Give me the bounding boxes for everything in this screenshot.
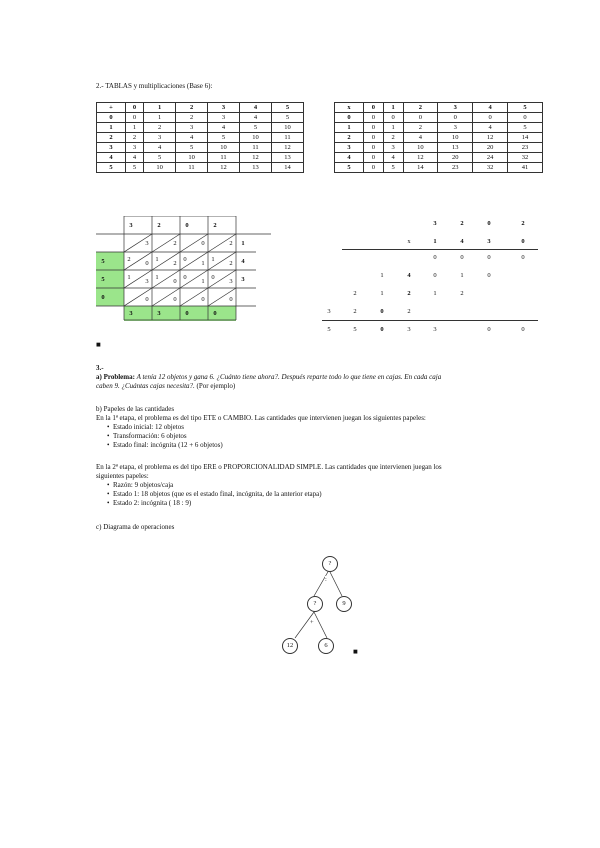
table-cell: 5: [144, 153, 176, 163]
lattice-multiplication: [96, 216, 271, 321]
table-cell: 3: [176, 123, 208, 133]
table-cell: 3: [144, 133, 176, 143]
table-cell: 10: [208, 143, 240, 153]
result-digit: 0: [521, 326, 525, 333]
header-cell: x: [335, 103, 364, 113]
lattice-right-digit: 1: [241, 240, 245, 247]
table-cell: 1: [144, 113, 176, 123]
table-cell: 2: [126, 133, 144, 143]
table-cell: 23: [438, 163, 473, 173]
lattice-result-digit: 0: [185, 310, 189, 317]
table-cell: 2: [383, 133, 403, 143]
table-cell: 0: [364, 163, 384, 173]
partial-digit: 0: [487, 254, 491, 261]
partial-digit: 2: [407, 308, 411, 315]
header-cell: 3: [208, 103, 240, 113]
table-cell: 11: [240, 143, 272, 153]
table-cell: 12: [271, 143, 303, 153]
row-header-cell: 3: [97, 143, 126, 153]
tree-op-divide: :: [325, 576, 327, 583]
row-header-cell: 5: [335, 163, 364, 173]
table-cell: 1: [126, 123, 144, 133]
table-cell: 4: [176, 133, 208, 143]
table-cell: 32: [508, 153, 543, 163]
partial-digit: 0: [380, 308, 384, 315]
table-row: [97, 143, 304, 153]
table-cell: 12: [208, 163, 240, 173]
table-cell: 2: [403, 123, 438, 133]
row-header-cell: 1: [97, 123, 126, 133]
list-item: • Estado final: incógnita (12 + 6 objetos): [113, 441, 223, 450]
table-cell: 4: [126, 153, 144, 163]
table-cell: 4: [208, 123, 240, 133]
lattice-cell-digit: 0: [201, 296, 205, 303]
table-cell: 10: [240, 133, 272, 143]
table-cell: 2: [176, 113, 208, 123]
table-cell: 10: [144, 163, 176, 173]
partial-digit: 3: [327, 308, 331, 315]
table-cell: 4: [403, 133, 438, 143]
table-cell: 0: [364, 153, 384, 163]
lattice-left-digit: 5: [101, 276, 105, 283]
row-header-cell: 3: [335, 143, 364, 153]
stage-1-text: En la 1ª etapa, el problema es del tipo ETE o CAMBIO. Las cantidades que intervienen juegan los siguientes papeles:: [96, 414, 426, 422]
lattice-result-digit: 3: [157, 310, 161, 317]
lattice-cell-digit: 1: [127, 274, 131, 281]
table-cell: 13: [271, 153, 303, 163]
header-cell: 2: [403, 103, 438, 113]
diagram-title: c) Diagrama de operaciones: [96, 523, 175, 531]
table-row: [335, 133, 543, 143]
multiplicand-digit: 3: [433, 220, 437, 227]
header-cell: 4: [240, 103, 272, 113]
table-row: [97, 113, 304, 123]
table-cell: 12: [240, 153, 272, 163]
lattice-cell-digit: 2: [229, 240, 233, 247]
table-row: [97, 163, 304, 173]
partial-digit: 0: [433, 254, 437, 261]
table-cell: 23: [508, 143, 543, 153]
section-2-title: 2.- TABLAS y multiplicaciones (Base 6):: [96, 82, 213, 90]
table-cell: 24: [473, 153, 508, 163]
partial-digit: 4: [407, 272, 411, 279]
divider: [342, 249, 538, 250]
result-digit: 0: [380, 326, 384, 333]
tree-op-plus: +: [310, 619, 314, 626]
table-cell: 11: [208, 153, 240, 163]
table-cell: 10: [176, 153, 208, 163]
table-cell: 0: [364, 143, 384, 153]
table-cell: 4: [473, 123, 508, 133]
table-cell: 0: [508, 113, 543, 123]
lattice-cell-digit: 0: [183, 256, 187, 263]
table-row: [335, 163, 543, 173]
table-cell: 10: [438, 133, 473, 143]
row-header-cell: 1: [335, 123, 364, 133]
multiplier-digit: 0: [521, 238, 525, 245]
partial-digit: 0: [521, 254, 525, 261]
row-header-cell: 4: [97, 153, 126, 163]
lattice-top-digit: 2: [157, 222, 161, 229]
row-header-cell: 0: [335, 113, 364, 123]
partial-digit: 2: [460, 290, 464, 297]
end-mark-icon: ■: [96, 340, 101, 349]
lattice-cell-digit: 0: [145, 296, 149, 303]
table-cell: 0: [364, 133, 384, 143]
list-item: • Estado 1: 18 objetos (que es el estado final, incógnita, de la anterior etapa): [113, 490, 322, 499]
table-cell: 20: [473, 143, 508, 153]
tree-node-six: 6: [318, 638, 334, 654]
table-cell: 0: [126, 113, 144, 123]
multiply-sign: x: [407, 238, 411, 245]
multiplier-digit: 3: [487, 238, 491, 245]
partial-digit: 2: [407, 290, 411, 297]
header-cell: 1: [144, 103, 176, 113]
lattice-cell-digit: 3: [145, 240, 149, 247]
table-cell: 10: [403, 143, 438, 153]
row-header-cell: 0: [97, 113, 126, 123]
partial-digit: 1: [380, 290, 384, 297]
lattice-cell-digit: 2: [173, 240, 177, 247]
lattice-cell-digit: 2: [229, 260, 233, 267]
row-header-cell: 2: [335, 133, 364, 143]
lattice-cell-digit: 1: [155, 256, 159, 263]
table-cell: 0: [403, 113, 438, 123]
long-multiplication: [327, 216, 540, 346]
table-cell: 3: [383, 143, 403, 153]
lattice-cell-digit: 0: [229, 296, 233, 303]
problem-text: A tenía 12 objetos y gana 6. ¿Cuánto tiene ahora?. Después reparte todo lo que tiene en cajas. En cada caja: [134, 373, 442, 381]
table-cell: 4: [240, 113, 272, 123]
table-cell: 14: [271, 163, 303, 173]
row-header-cell: 2: [97, 133, 126, 143]
header-cell: 0: [364, 103, 384, 113]
multiplicand-digit: 0: [487, 220, 491, 227]
table-cell: 5: [508, 123, 543, 133]
header-cell: 5: [271, 103, 303, 113]
table-cell: 20: [438, 153, 473, 163]
table-cell: 32: [473, 163, 508, 173]
lattice-top-digit: 0: [185, 222, 189, 229]
table-cell: 5: [240, 123, 272, 133]
partial-digit: 2: [353, 308, 357, 315]
problem-text: caben 9. ¿Cuántas cajas necesita?.: [96, 382, 195, 390]
header-cell: +: [97, 103, 126, 113]
partial-digit: 0: [460, 254, 464, 261]
lattice-result-digit: 0: [213, 310, 217, 317]
lattice-cell-digit: 0: [183, 274, 187, 281]
lattice-cell-digit: 0: [145, 260, 149, 267]
table-cell: 5: [126, 163, 144, 173]
table-cell: 11: [271, 133, 303, 143]
table-cell: 14: [403, 163, 438, 173]
lattice-right-digit: 3: [241, 276, 245, 283]
lattice-cell-digit: 3: [229, 278, 233, 285]
table-row: [97, 153, 304, 163]
row-header-cell: 4: [335, 153, 364, 163]
header-cell: 3: [438, 103, 473, 113]
table-cell: 0: [473, 113, 508, 123]
table-cell: 41: [508, 163, 543, 173]
lattice-left-digit: 5: [101, 258, 105, 265]
tree-node-nine: 9: [336, 596, 352, 612]
end-mark-icon: ■: [353, 647, 358, 656]
table-cell: 14: [508, 133, 543, 143]
lattice-top-digit: 2: [213, 222, 217, 229]
table-cell: 5: [176, 143, 208, 153]
problem-label: a) Problema:: [96, 373, 135, 381]
addition-table: [96, 102, 304, 173]
table-cell: 10: [271, 123, 303, 133]
multiplication-table: [334, 102, 543, 173]
multiplicand-digit: 2: [521, 220, 525, 227]
header-cell: 0: [126, 103, 144, 113]
lattice-top-digit: 3: [129, 222, 133, 229]
table-cell: 0: [383, 113, 403, 123]
result-digit: 3: [407, 326, 411, 333]
partial-digit: 2: [353, 290, 357, 297]
multiplier-digit: 1: [433, 238, 437, 245]
operations-diagram: [270, 548, 380, 664]
list-item: • Estado inicial: 12 objetos: [113, 423, 184, 432]
addition-table-header: [97, 103, 304, 113]
table-cell: 2: [144, 123, 176, 133]
list-item: • Razón: 9 objetos/caja: [113, 481, 173, 490]
table-cell: 0: [364, 123, 384, 133]
table-cell: 12: [403, 153, 438, 163]
table-row: [335, 113, 543, 123]
lattice-cell-digit: 0: [211, 274, 215, 281]
tree-node-root: ?: [322, 556, 338, 572]
table-cell: 4: [383, 153, 403, 163]
problem-line-1: [96, 373, 441, 382]
lattice-right-digit: 4: [241, 258, 245, 265]
header-cell: 1: [383, 103, 403, 113]
stage-2-line-2: siguientes papeles:: [96, 472, 149, 480]
table-cell: 3: [208, 113, 240, 123]
multiplication-table-header: [335, 103, 543, 113]
tree-node-twelve: 12: [282, 638, 298, 654]
stage-2-line-1: En la 2ª etapa, el problema es del tipo ERE o PROPORCIONALIDAD SIMPLE. Las cantidades que intervienen juegan los: [96, 463, 442, 471]
problem-line-2: [96, 382, 235, 391]
header-cell: 2: [176, 103, 208, 113]
table-row: [335, 143, 543, 153]
lattice-left-digit: 0: [101, 294, 105, 301]
table-cell: 5: [208, 133, 240, 143]
lattice-cell-digit: 0: [173, 278, 177, 285]
list-item: • Transformación: 6 objetos: [113, 432, 187, 441]
table-cell: 1: [383, 123, 403, 133]
table-cell: 13: [240, 163, 272, 173]
lattice-cell-digit: 1: [211, 256, 215, 263]
table-cell: 4: [144, 143, 176, 153]
list-item: • Estado 2: incógnita ( 18 : 9): [113, 499, 191, 508]
table-cell: 12: [473, 133, 508, 143]
multiplicand-digit: 2: [460, 220, 464, 227]
lattice-cell-digit: 3: [145, 278, 149, 285]
table-cell: 3: [126, 143, 144, 153]
result-digit: 5: [353, 326, 357, 333]
result-digit: 5: [327, 326, 331, 333]
table-cell: 3: [438, 123, 473, 133]
result-digit: 0: [487, 326, 491, 333]
lattice-cell-digit: 2: [127, 256, 131, 263]
table-row: [335, 123, 543, 133]
table-cell: 0: [438, 113, 473, 123]
lattice-result-digit: 3: [129, 310, 133, 317]
table-cell: 11: [176, 163, 208, 173]
partial-digit: 1: [380, 272, 384, 279]
lattice-grid: [96, 216, 271, 321]
lattice-cell-digit: 0: [173, 296, 177, 303]
row-header-cell: 5: [97, 163, 126, 173]
table-cell: 5: [271, 113, 303, 123]
lattice-cell-digit: 1: [201, 278, 205, 285]
lattice-cell-digit: 1: [201, 260, 205, 267]
section-3-title: 3.-: [96, 364, 104, 372]
roles-title: b) Papeles de las cantidades: [96, 405, 175, 413]
lattice-cell-digit: 2: [173, 260, 177, 267]
problem-example: (Por ejemplo): [194, 382, 236, 390]
partial-digit: 0: [433, 272, 437, 279]
table-row: [335, 153, 543, 163]
table-cell: 13: [438, 143, 473, 153]
header-cell: 4: [473, 103, 508, 113]
result-digit: 3: [433, 326, 437, 333]
header-cell: 5: [508, 103, 543, 113]
tree-node-mid: ?: [307, 596, 323, 612]
partial-digit: 1: [433, 290, 437, 297]
lattice-cell-digit: 1: [155, 274, 159, 281]
partial-digit: 1: [460, 272, 464, 279]
table-row: [97, 133, 304, 143]
divider: [322, 320, 538, 321]
table-row: [97, 123, 304, 133]
table-cell: 0: [364, 113, 384, 123]
table-cell: 5: [383, 163, 403, 173]
multiplier-digit: 4: [460, 238, 464, 245]
partial-digit: 0: [487, 272, 491, 279]
lattice-cell-digit: 0: [201, 240, 205, 247]
